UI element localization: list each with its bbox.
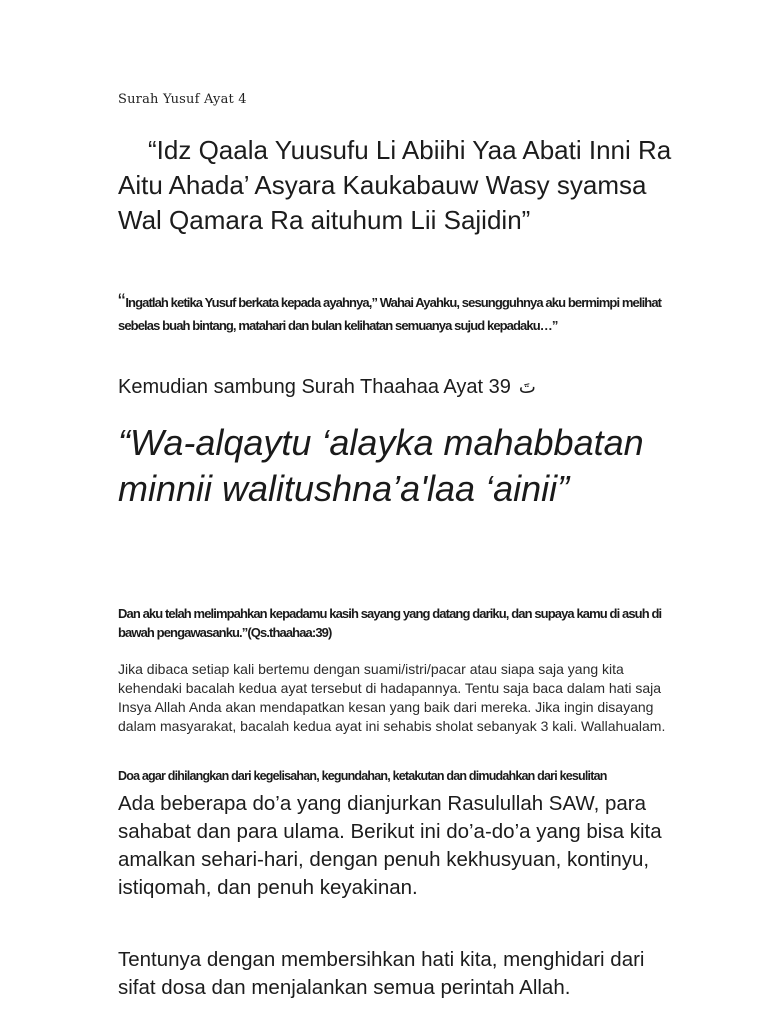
opening-quote-mark: “ xyxy=(118,289,126,314)
subheading-text: Kemudian sambung Surah Thaahaa Ayat 39 xyxy=(118,376,511,398)
arabic-mark: تَ xyxy=(518,377,536,398)
translation-yusuf-text: Ingatlah ketika Yusuf berkata kepada ayahnya,” Wahai Ayahku, sesungguhnya aku bermimpi melihat sebelas buah bintang, matahari dan bulan kelihatan semuanya sujud kepadaku…” xyxy=(118,295,662,333)
page-heading: Surah Yusuf Ayat 4 xyxy=(118,92,247,107)
verse-yusuf-text: “Idz Qaala Yuusufu Li Abiihi Yaa Abati Inni Ra Aitu Ahada’ Asyara Kaukabauw Wasy syamsa Wal Qamara Ra aituhum Lii Sajidin” xyxy=(118,135,672,235)
doa-subtitle: Doa agar dihilangkan dari kegelisahan, kegundahan, ketakutan dan dimudahkan dari kesulitan xyxy=(118,769,607,783)
instructions-paragraph: Jika dibaca setiap kali bertemu dengan suami/istri/pacar atau siapa saja yang kita kehendaki bacalah kedua ayat tersebut di hadapannya. Tentu saja baca dalam hati saja Insya Allah Anda akan mendapatkan kesan yang baik dari mereka. Jika ingin disayang dalam masyarakat, bacalah kedua ayat ini sehabis sholat sebanyak 3 kali. Wallahualam. xyxy=(118,661,666,734)
verse-thaahaa-transliteration: “Wa-alqaytu ‘alayka mahabbatan minnii walitushna’a'laa ‘ainii” xyxy=(118,422,644,509)
intro-paragraph: Ada beberapa do’a yang dianjurkan Rasulullah SAW, para sahabat dan para ulama. Berikut ini do’a-do’a yang bisa kita amalkan sehari-hari, dengan penuh kekhusyuan, kontinyu, istiqomah, dan penuh keyakinan. xyxy=(118,792,662,899)
closing-paragraph: Tentunya dengan membersihkan hati kita, menghidari dari sifat dosa dan menjalankan semua perintah Allah. xyxy=(118,948,645,999)
verse-yusuf-transliteration xyxy=(118,133,678,238)
translation-thaahaa: Dan aku telah melimpahkan kepadamu kasih sayang yang datang dariku, dan supaya kamu di asuh di bawah pengawasanku.”(Qs.thaahaa:39) xyxy=(118,606,662,640)
subheading-thaahaa xyxy=(118,373,678,402)
translation-yusuf xyxy=(118,290,678,337)
